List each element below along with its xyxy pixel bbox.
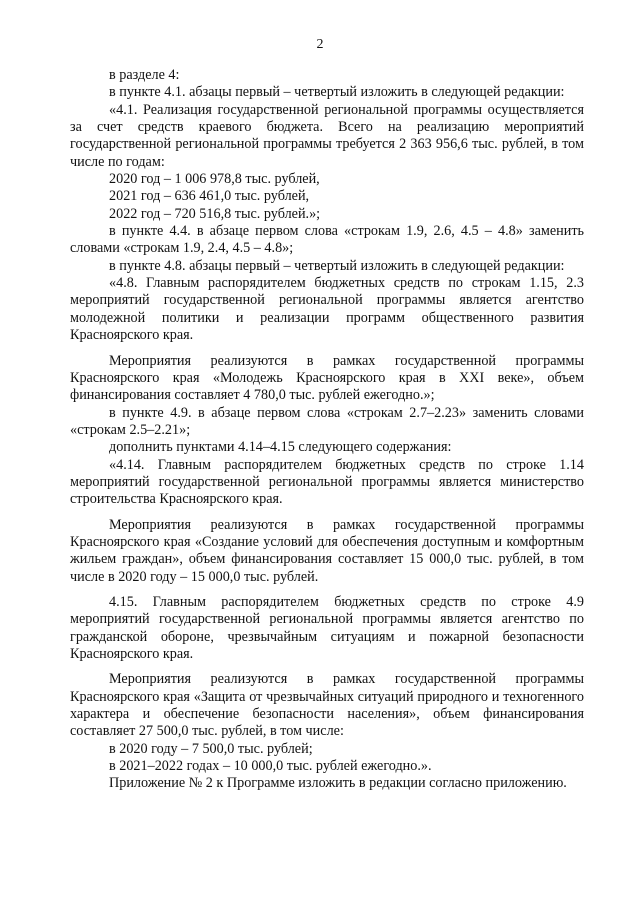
paragraph-item-4-9: в пункте 4.9. в абзаце первом слова «строкам 2.7–2.23» заменить словами «строкам 2.5–2.21»; [70,404,584,438]
paragraph-year-2020: 2020 год – 1 006 978,8 тыс. рублей, [109,171,320,188]
paragraph-year-2021: 2021 год – 636 461,0 тыс. рублей, [109,188,310,205]
paragraph-item-4-8-text: «4.8. Главным распорядителем бюджетных средств по строкам 1.15, 2.3 мероприятий государственной региональной программы является агентство молодежной политики и реализации программ общественного развития Красноярского края. [70,275,584,344]
paragraph-section-4: в разделе 4: [109,67,180,83]
paragraph-item-4-1-text: «4.1. Реализация государственной региональной программы осуществляется за счет средств краевого бюджета. Всего на реализацию мероприятий государственной региональной программы требуется 2 363 956,6 тыс. рублей, в том числе по годам: [70,101,584,170]
paragraph-item-4-8-activities: Мероприятия реализуются в рамках государственной программы Красноярского края «Молодежь Красноярского края в XXI веке», объем финансирования составляет 4 780,0 тыс. рублей ежегодно.»; [70,352,584,404]
paragraph-item-4-1-instruction: в пункте 4.1. абзацы первый – четвертый изложить в следующей редакции: [109,84,565,101]
page-number: 2 [316,37,324,52]
paragraph-item-4-8-instruction: в пункте 4.8. абзацы первый – четвертый изложить в следующей редакции: [109,257,565,274]
paragraph-item-4-14: «4.14. Главным распорядителем бюджетных средств по строке 1.14 мероприятий государственной региональной программы является министерство строительства Красноярского края. [70,456,584,508]
paragraph-item-4-15-activities: Мероприятия реализуются в рамках государственной программы Красноярского края «Защита от чрезвычайных ситуаций природного и техногенного характера и обеспечение безопасности населения», объем финансирования составляет 27 500,0 тыс. рублей, в том числе: [70,671,584,740]
paragraph-add-items: дополнить пунктами 4.14–4.15 следующего содержания: [109,439,452,456]
paragraph-funding-2020: в 2020 году – 7 500,0 тыс. рублей; [109,740,313,757]
paragraph-item-4-4: в пункте 4.4. в абзаце первом слова «строкам 1.9, 2.6, 4.5 – 4.8» заменить словами «строкам 1.9, 2.4, 4.5 – 4.8»; [70,223,584,257]
paragraph-item-4-14-activities: Мероприятия реализуются в рамках государственной программы Красноярского края «Создание условий для обеспечения доступным и комфортным жильем граждан», объем финансирования составляет 15 000,0 тыс. рублей, в том числе в 2020 году – 15 000,0 тыс. рублей. [70,516,584,585]
document-body [70,67,584,793]
paragraph-year-2022: 2022 год – 720 516,8 тыс. рублей.»; [109,205,321,222]
paragraph-appendix-2: Приложение № 2 к Программе изложить в редакции согласно приложению. [109,775,567,792]
paragraph-item-4-15: 4.15. Главным распорядителем бюджетных средств по строке 4.9 мероприятий государственной региональной программы является агентство по гражданской обороне, чрезвычайным ситуациям и пожарной безопасности Красноярского края. [70,593,584,662]
paragraph-funding-2021-2022: в 2021–2022 годах – 10 000,0 тыс. рублей ежегодно.». [109,758,432,775]
